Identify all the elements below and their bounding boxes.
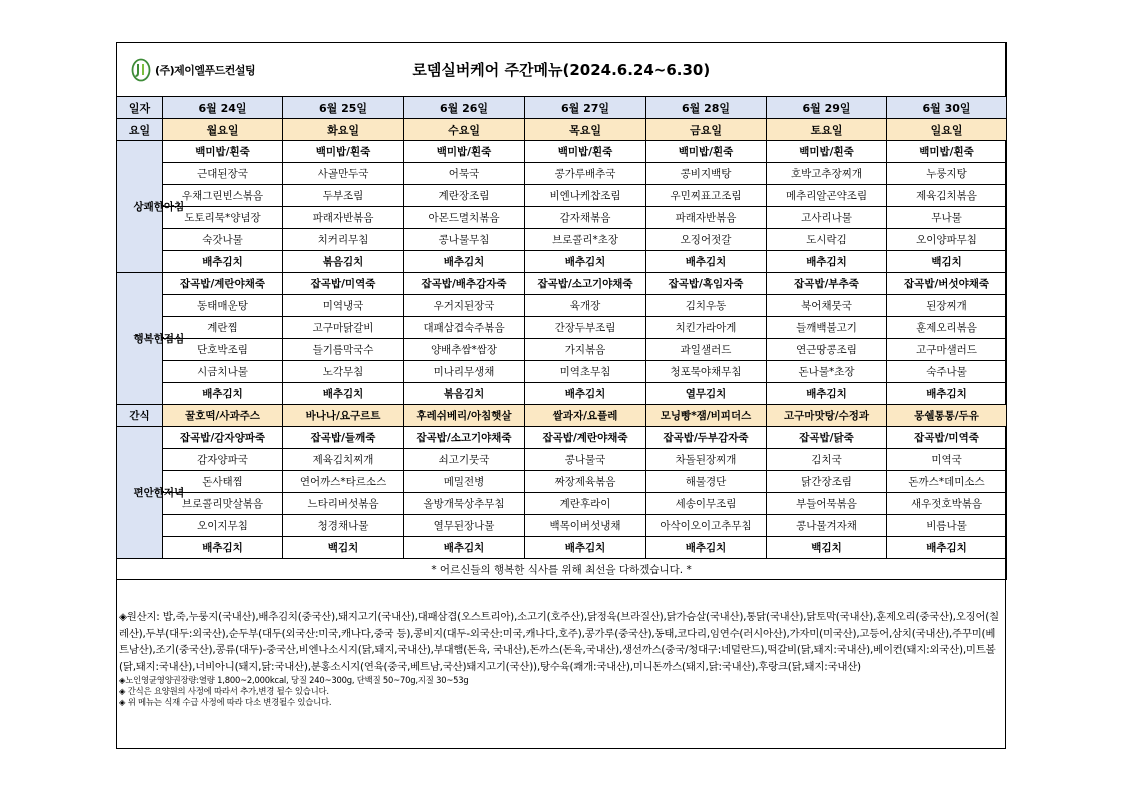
breakfast-label-text: 상쾌한아침 <box>133 200 185 213</box>
menu-item: 배추김치 <box>283 383 404 405</box>
menu-item: 파래자반볶음 <box>283 207 404 229</box>
menu-item: 파래자반볶음 <box>646 207 767 229</box>
menu-item: 대패삼겹숙주볶음 <box>404 317 525 339</box>
menu-item: 차돌된장찌개 <box>646 449 767 471</box>
menu-item: 배추김치 <box>646 537 767 559</box>
nutrition-note: ◈노인영균영양권장량:열량 1,800~2,000kcal, 당질 240~300g, 단백질 50~70g,지질 30~53g <box>119 675 469 685</box>
company-name: (주)제이엘푸드컨설팅 <box>155 63 256 77</box>
menu-item: 잡곡밥/계란야채죽 <box>163 273 283 295</box>
menu-item: 잡곡밥/미역죽 <box>283 273 404 295</box>
menu-item: 배추김치 <box>525 537 646 559</box>
menu-item: 제육김치볶음 <box>887 185 1007 207</box>
menu-item: 무나물 <box>887 207 1007 229</box>
notes-section <box>119 609 1003 708</box>
menu-item: 감자채볶음 <box>525 207 646 229</box>
menu-item: 과일샐러드 <box>646 339 767 361</box>
menu-item: 배추김치 <box>163 383 283 405</box>
menu-item: 고사리나물 <box>767 207 887 229</box>
weekday-cell: 금요일 <box>646 119 767 141</box>
menu-item: 백김치 <box>767 537 887 559</box>
menu-item: 배추김치 <box>404 537 525 559</box>
lunch-label-text: 행복한점심 <box>133 332 185 345</box>
weekday-cell: 화요일 <box>283 119 404 141</box>
menu-item: 청포묵야채무침 <box>646 361 767 383</box>
menu-item: 잡곡밥/두부감자죽 <box>646 427 767 449</box>
page-title: 로뎀실버케어 주간메뉴(2024.6.24~6.30) <box>412 61 711 79</box>
menu-item: 콩나물무침 <box>404 229 525 251</box>
menu-item: 배추김치 <box>767 383 887 405</box>
menu-item: 메추리알곤약조림 <box>767 185 887 207</box>
menu-item: 백미밥/흰죽 <box>887 141 1007 163</box>
company-logo-icon <box>131 58 151 82</box>
menu-item: 노각무침 <box>283 361 404 383</box>
menu-item: 새우젓호박볶음 <box>887 493 1007 515</box>
menu-item: 메밀전병 <box>404 471 525 493</box>
menu-item: 백김치 <box>887 251 1007 273</box>
weekday-cell: 수요일 <box>404 119 525 141</box>
menu-item: 배추김치 <box>525 251 646 273</box>
dinner-label <box>117 427 185 559</box>
breakfast-label <box>117 141 185 273</box>
date-cell: 6월 26일 <box>404 97 525 119</box>
menu-item: 간장두부조림 <box>525 317 646 339</box>
weekday-cell: 토요일 <box>767 119 887 141</box>
menu-item: 잡곡밥/미역죽 <box>887 427 1007 449</box>
menu-item: 아몬드멸치볶음 <box>404 207 525 229</box>
menu-item: 느타리버섯볶음 <box>283 493 404 515</box>
menu-item: 어묵국 <box>404 163 525 185</box>
menu-item: 볶음김치 <box>404 383 525 405</box>
menu-item: 우거지된장국 <box>404 295 525 317</box>
menu-item: 들기름막국수 <box>283 339 404 361</box>
menu-item: 잡곡밥/버섯야채죽 <box>887 273 1007 295</box>
menu-item: 미역초무침 <box>525 361 646 383</box>
menu-item: 배추김치 <box>404 251 525 273</box>
menu-item: 백목이버섯냉채 <box>525 515 646 537</box>
menu-item: 도시락김 <box>767 229 887 251</box>
menu-item: 미역냉국 <box>283 295 404 317</box>
menu-item: 고구마닭갈비 <box>283 317 404 339</box>
menu-item: 된장찌개 <box>887 295 1007 317</box>
title-cell <box>283 43 1007 97</box>
menu-item: 근대된장국 <box>163 163 283 185</box>
snack-item: 후레쉬베리/아침햇살 <box>404 405 525 427</box>
menu-item: 배추김치 <box>767 251 887 273</box>
menu-item: 올방개묵상추무침 <box>404 493 525 515</box>
weekly-menu-table <box>116 42 1007 580</box>
origin-note: ◈원산지: 밥,죽,누룽지(국내산),배추김치(중국산),돼지고기(국내산),대패삼겹(오스트리아),소고기(호주산),닭정육(브라질산),닭가슴살(국내산),통닭(국내산),닭토막(국내산),훈제오리(중국산),오징어(칠레산),두부(대두:외국산),순두부(대두(외국산:미국,캐나다,중국 등),콩비지(대두-외국산:미국,캐나다,호주),콩가루(중국산),동태,코다리,임연수(러시아산),가자미(미국산),고등어,삼치(국내산),주꾸미(베트남산),조기(중국산),콩류(대두)-중국산,비엔나소시지(닭,돼지,국내산),부대햄(돈육, 국내산),돈까스(돈육,국내산),생선까스(중국/청대구:네덜란드),떡갈비(닭,돼지:국내산),베이컨(돼지:외국산),미트볼(닭,돼지:국내산),너비아니(돼지,닭:국내산),분홍소시지(연육(중국,베트남,국산)돼지고기(국산)),탕수육(쾌개:국내산),미니돈까스(돼지,닭:국내산),후랑크(닭,돼지:국내산) <box>119 611 999 673</box>
menu-item: 볶음김치 <box>283 251 404 273</box>
menu-item: 훈제오리볶음 <box>887 317 1007 339</box>
menu-item: 콩나물국 <box>525 449 646 471</box>
menu-item: 미역국 <box>887 449 1007 471</box>
menu-item: 호박고추장찌개 <box>767 163 887 185</box>
menu-item: 숙갓나물 <box>163 229 283 251</box>
menu-item: 돈사태찜 <box>163 471 283 493</box>
menu-item: 닭간장조림 <box>767 471 887 493</box>
snack-item: 바나나/요구르트 <box>283 405 404 427</box>
change-note: ◈ 위 메뉴는 식재 수급 사정에 따라 다소 변경될수 있습니다. <box>119 697 332 707</box>
menu-item: 누룽지탕 <box>887 163 1007 185</box>
menu-item: 동태매운탕 <box>163 295 283 317</box>
menu-item: 사골만두국 <box>283 163 404 185</box>
menu-item: 해물경단 <box>646 471 767 493</box>
menu-item: 열무김치 <box>646 383 767 405</box>
menu-item: 비름나물 <box>887 515 1007 537</box>
menu-item: 시금치나물 <box>163 361 283 383</box>
menu-item: 백미밥/흰죽 <box>163 141 283 163</box>
menu-item: 배추김치 <box>646 251 767 273</box>
menu-item: 단호박조림 <box>163 339 283 361</box>
menu-item: 콩나물겨자채 <box>767 515 887 537</box>
menu-item: 치킨가라아게 <box>646 317 767 339</box>
menu-item: 쇠고기뭇국 <box>404 449 525 471</box>
snack-label: 간식 <box>117 405 163 427</box>
menu-item: 백미밥/흰죽 <box>283 141 404 163</box>
menu-item: 돈나물*초장 <box>767 361 887 383</box>
menu-item: 브로콜리맛살볶음 <box>163 493 283 515</box>
snack-item: 꿀호떡/사과주스 <box>163 405 283 427</box>
menu-item: 육개장 <box>525 295 646 317</box>
date-label: 일자 <box>117 97 163 119</box>
menu-item: 계란후라이 <box>525 493 646 515</box>
menu-item: 양배추쌈*쌈장 <box>404 339 525 361</box>
menu-item: 잡곡밥/감자양파죽 <box>163 427 283 449</box>
snack-item: 쌀과자/요플레 <box>525 405 646 427</box>
menu-item: 잡곡밥/부추죽 <box>767 273 887 295</box>
menu-item: 치커리무침 <box>283 229 404 251</box>
menu-item: 백김치 <box>283 537 404 559</box>
menu-item: 배추김치 <box>163 537 283 559</box>
menu-item: 잡곡밥/들깨죽 <box>283 427 404 449</box>
menu-item: 잡곡밥/소고기야채죽 <box>404 427 525 449</box>
menu-item: 브로콜리*초장 <box>525 229 646 251</box>
weekday-cell: 월요일 <box>163 119 283 141</box>
date-cell: 6월 25일 <box>283 97 404 119</box>
menu-item: 두부조림 <box>283 185 404 207</box>
menu-item: 가지볶음 <box>525 339 646 361</box>
menu-item: 백미밥/흰죽 <box>525 141 646 163</box>
menu-item: 김치우동 <box>646 295 767 317</box>
menu-item: 김치국 <box>767 449 887 471</box>
menu-item: 오징어젓갈 <box>646 229 767 251</box>
weekday-label: 요일 <box>117 119 163 141</box>
menu-item: 아삭이오이고추무침 <box>646 515 767 537</box>
menu-item: 청경채나물 <box>283 515 404 537</box>
menu-item: 백미밥/흰죽 <box>646 141 767 163</box>
menu-item: 콩비지백탕 <box>646 163 767 185</box>
menu-item: 잡곡밥/계란야채죽 <box>525 427 646 449</box>
date-cell: 6월 27일 <box>525 97 646 119</box>
menu-item: 연어까스*타르소스 <box>283 471 404 493</box>
snack-item: 몽쉘통통/두유 <box>887 405 1007 427</box>
snack-item: 모닝빵*잼/비피더스 <box>646 405 767 427</box>
menu-item: 잡곡밥/소고기야채죽 <box>525 273 646 295</box>
menu-item: 비엔나케찹조림 <box>525 185 646 207</box>
menu-item: 잡곡밥/배추감자죽 <box>404 273 525 295</box>
lunch-label <box>117 273 185 405</box>
menu-item: 배추김치 <box>887 383 1007 405</box>
menu-item: 도토리묵*양념장 <box>163 207 283 229</box>
menu-item: 배추김치 <box>887 537 1007 559</box>
snack-item: 고구마맛탕/수정과 <box>767 405 887 427</box>
date-cell: 6월 30일 <box>887 97 1007 119</box>
menu-item: 미나리무생채 <box>404 361 525 383</box>
date-cell: 6월 28일 <box>646 97 767 119</box>
menu-item: 연근땅콩조림 <box>767 339 887 361</box>
menu-item: 부들어묵볶음 <box>767 493 887 515</box>
weekday-cell: 일요일 <box>887 119 1007 141</box>
menu-item: 백미밥/흰죽 <box>767 141 887 163</box>
menu-item: 배추김치 <box>163 251 283 273</box>
date-cell: 6월 24일 <box>163 97 283 119</box>
menu-item: 잡곡밥/흑임자죽 <box>646 273 767 295</box>
menu-item: 콩가루배추국 <box>525 163 646 185</box>
menu-item: 백미밥/흰죽 <box>404 141 525 163</box>
menu-item: 오이양파무침 <box>887 229 1007 251</box>
menu-item: 세송이무조림 <box>646 493 767 515</box>
snack-note: ◈ 간식은 요양원의 사정에 따라서 추가,변경 될수 있습니다. <box>119 686 329 696</box>
menu-item: 고구마샐러드 <box>887 339 1007 361</box>
menu-item: 짜장제육볶음 <box>525 471 646 493</box>
logo-cell <box>117 43 283 97</box>
menu-item: 배추김치 <box>525 383 646 405</box>
menu-item: 잡곡밥/닭죽 <box>767 427 887 449</box>
menu-item: 돈까스*데미소스 <box>887 471 1007 493</box>
menu-item: 제육김치찌개 <box>283 449 404 471</box>
dinner-label-text: 편안한저녁 <box>133 486 185 499</box>
menu-item: 우민찌표고조림 <box>646 185 767 207</box>
menu-item: 계란장조림 <box>404 185 525 207</box>
weekday-cell: 목요일 <box>525 119 646 141</box>
menu-item: 들깨백불고기 <box>767 317 887 339</box>
menu-item: 감자양파국 <box>163 449 283 471</box>
date-cell: 6월 29일 <box>767 97 887 119</box>
menu-item: 오이지무침 <box>163 515 283 537</box>
slogan-text: * 어르신들의 행복한 식사를 위해 최선을 다하겠습니다. * <box>117 559 1007 580</box>
menu-item: 우채그린빈스볶음 <box>163 185 283 207</box>
menu-item: 계란찜 <box>163 317 283 339</box>
menu-sheet <box>116 42 1006 749</box>
menu-item: 북어채뭇국 <box>767 295 887 317</box>
menu-item: 숙주나물 <box>887 361 1007 383</box>
menu-item: 열무된장나물 <box>404 515 525 537</box>
